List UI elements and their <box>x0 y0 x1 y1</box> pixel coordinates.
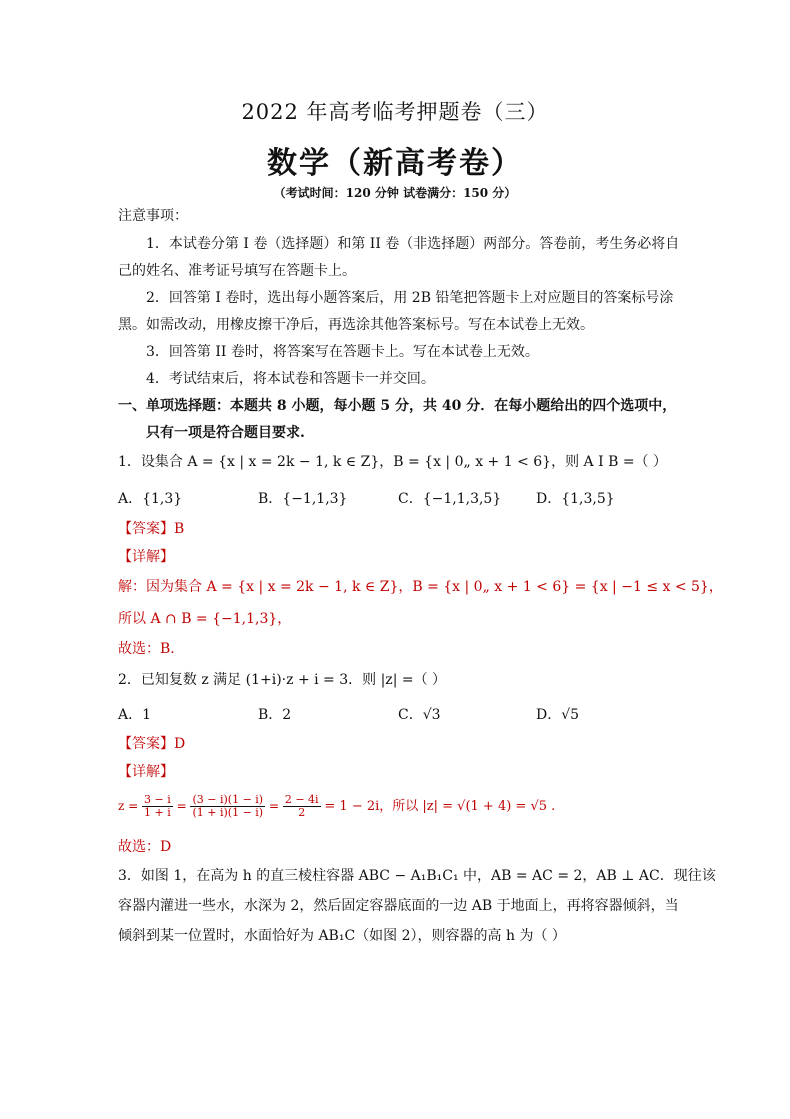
exam-info: （考试时间：120 分钟 试卷满分：150 分） <box>273 186 517 200</box>
q2-option-d: D．√5 <box>536 707 580 723</box>
q2-fraction-2-den: (1 + i)(1 − i) <box>192 806 264 819</box>
q1-solution-line2: 所以 A ∩ B = {−1,1,3}， <box>118 611 292 627</box>
notes-item1-line1: 1．本试卷分第 I 卷（选择题）和第 II 卷（非选择题）两部分。答卷前，考生务必将自 <box>146 236 680 252</box>
exam-subject-title: 数学（新高考卷） <box>267 146 523 181</box>
q2-fraction-2-num: (3 − i)(1 − i) <box>192 793 264 806</box>
q1-solution-line1: 解：因为集合 A = {x | x = 2k − 1, k ∈ Z}，B = {x | 0„ x + 1 < 6} = {x | −1 ≤ x < 5}， <box>118 579 723 595</box>
q2-solution-tail: = 1 − 2i，所以 |z| = √(1 + 4) = √5 . <box>324 799 556 814</box>
q2-solution-end: 故选：D <box>118 839 172 855</box>
q1-option-b: B．{−1,1,3} <box>258 491 348 507</box>
q2-solution-formula <box>118 792 555 821</box>
q1-option-d: D．{1,3,5} <box>536 491 615 507</box>
section1-heading: 一、单项选择题：本题共 8 小题，每小题 5 分，共 40 分．在每小题给出的四个选项中， <box>118 398 677 414</box>
notes-item1-line2: 己的姓名、准考证号填写在答题卡上。 <box>118 263 356 279</box>
q2-fraction-1-num: 3 − i <box>144 793 171 806</box>
notes-item4: 4．考试结束后，将本试卷和答题卡一并交回。 <box>146 371 435 387</box>
section1-heading-cont: 只有一项是符合题目要求. <box>146 425 305 441</box>
q3-stem-line2: 容器内灌进一些水，水深为 2，然后固定容器底面的一边 AB 于地面上，再将容器倾斜，当 <box>118 898 679 914</box>
q2-solution-lhs: z = <box>118 799 139 813</box>
notes-item3: 3．回答第 II 卷时，将答案写在答题卡上。写在本试卷上无效。 <box>146 344 539 360</box>
q2-answer: 【答案】D <box>118 736 186 752</box>
notes-heading: 注意事项： <box>118 208 188 224</box>
q2-option-b: B．2 <box>258 707 292 723</box>
q1-answer: 【答案】B <box>118 521 185 537</box>
exam-title: 2022 年高考临考押题卷（三） <box>241 100 549 124</box>
q1-detail-label: 【详解】 <box>118 549 174 565</box>
notes-item2-line1: 2．回答第 I 卷时，选出每小题答案后，用 2B 铅笔把答题卡上对应题目的答案标号涂 <box>146 290 674 306</box>
q2-equals-1: = <box>176 799 187 813</box>
q3-stem-line1: 3．如图 1，在高为 h 的直三棱柱容器 ABC − A₁B₁C₁ 中，AB = AC = 2，AB ⊥ AC．现往该 <box>118 868 716 884</box>
q1-stem: 1．设集合 A = {x | x = 2k − 1, k ∈ Z}，B = {x | 0„ x + 1 < 6}，则 A I B =（ ） <box>118 454 667 470</box>
q2-detail-label: 【详解】 <box>118 764 174 780</box>
q2-fraction-3-den: 2 <box>298 806 306 819</box>
notes-item2-line2: 黑。如需改动，用橡皮擦干净后，再选涂其他答案标号。写在本试卷上无效。 <box>118 317 594 333</box>
q2-fraction-2 <box>190 794 265 819</box>
q3-stem-line3: 倾斜到某一位置时，水面恰好为 AB₁C（如图 2），则容器的高 h 为（ ） <box>118 928 566 944</box>
q2-option-c: C．√3 <box>398 707 441 723</box>
q2-equals-2: = <box>268 799 279 813</box>
q2-option-a: A．1 <box>118 707 152 723</box>
q1-solution-line3: 故选：B. <box>118 641 175 657</box>
q2-fraction-3 <box>283 794 321 819</box>
q2-stem: 2．已知复数 z 满足 (1+i)·z + i = 3．则 |z| =（ ） <box>118 672 447 688</box>
q1-option-c: C．{−1,1,3,5} <box>398 491 502 507</box>
q2-fraction-3-num: 2 − 4i <box>284 793 319 806</box>
q1-option-a: A．{1,3} <box>118 491 183 507</box>
q2-fraction-1-den: 1 + i <box>144 806 171 819</box>
q2-fraction-1 <box>142 794 173 819</box>
